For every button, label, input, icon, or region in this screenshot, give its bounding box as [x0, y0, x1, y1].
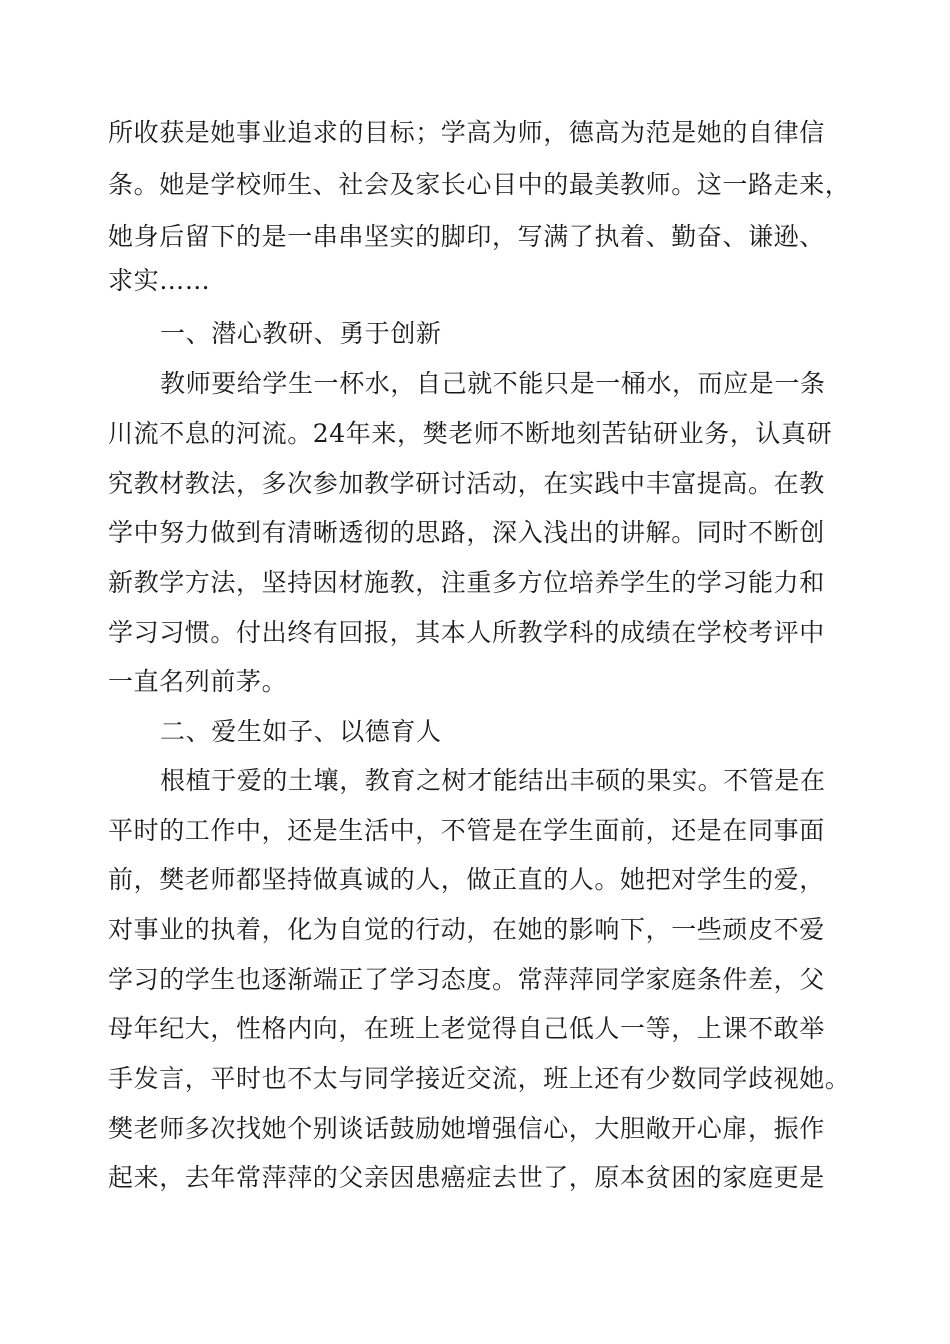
- text-line: 学中努力做到有清晰透彻的思路，深入浅出的讲解。同时不断创: [108, 518, 825, 547]
- text-line: 条。她是学校师生、社会及家长心目中的最美教师。这一路走来，: [108, 170, 851, 199]
- text-line: 起来，去年常萍萍的父亲因患癌症去世了，原本贫困的家庭更是: [108, 1163, 825, 1192]
- section-heading: 一、潜心教研、勇于创新: [160, 319, 442, 348]
- paragraph-first-line: 根植于爱的土壤，教育之树才能结出丰硕的果实。不管是在: [160, 766, 826, 795]
- text-line: 川流不息的河流。24年来，樊老师不断地刻苦钻研业务，认真研: [108, 419, 833, 448]
- paragraph-first-line: 教师要给学生一杯水，自己就不能只是一桶水，而应是一条: [160, 369, 826, 398]
- section-heading: 二、爱生如子、以德育人: [160, 717, 442, 746]
- text-line: 对事业的执着，化为自觉的行动，在她的影响下，一些顽皮不爱: [108, 915, 825, 944]
- text-line: 所收获是她事业追求的目标；学高为师，德高为范是她的自律信: [108, 118, 825, 147]
- text-line: 学习习惯。付出终有回报，其本人所教学科的成绩在学校考评中: [108, 618, 825, 647]
- text-line: 樊老师多次找她个别谈话鼓励她增强信心，大胆敞开心扉，振作: [108, 1114, 825, 1143]
- text-line: 一直名列前茅。: [108, 667, 288, 696]
- text-line: 新教学方法，坚持因材施教，注重多方位培养学生的学习能力和: [108, 568, 825, 597]
- text-line: 前，樊老师都坚持做真诚的人，做正直的人。她把对学生的爱，: [108, 865, 825, 894]
- text-line: 她身后留下的是一串串坚实的脚印，写满了执着、勤奋、谦逊、: [108, 222, 825, 251]
- text-line: 求实……: [108, 266, 211, 295]
- text-line: 平时的工作中，还是生活中，不管是在学生面前，还是在同事面: [108, 816, 825, 845]
- text-line: 究教材教法，多次参加教学研讨活动，在实践中丰富提高。在教: [108, 469, 825, 498]
- text-line: 手发言，平时也不太与同学接近交流，班上还有少数同学歧视她。: [108, 1064, 851, 1093]
- text-line: 母年纪大，性格内向，在班上老觉得自己低人一等，上课不敢举: [108, 1014, 825, 1043]
- text-line: 学习的学生也逐渐端正了学习态度。常萍萍同学家庭条件差，父: [108, 965, 825, 994]
